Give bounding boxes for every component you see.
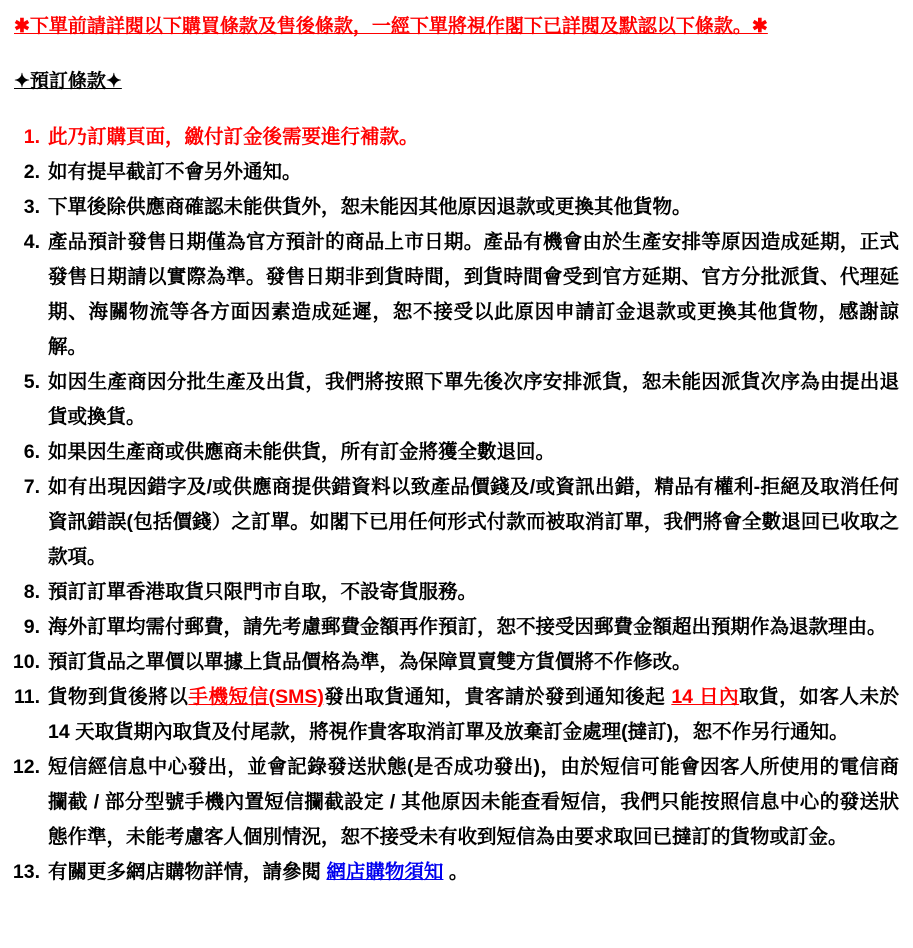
term-number: 10.: [12, 651, 40, 673]
term-text: [48, 155, 899, 190]
term-text: [48, 365, 899, 435]
page-title: ✱下單前請詳閱以下購買條款及售後條款，一經下單將視作閣下已詳閱及默認以下條款。✱: [14, 16, 768, 37]
term-item-4: [12, 225, 899, 365]
term-text: [48, 575, 899, 610]
term-text: [48, 610, 899, 645]
term-item-7: [12, 470, 899, 575]
term-text: [48, 435, 899, 470]
term-text: [48, 645, 899, 680]
section-heading: ✦預訂條款✦: [14, 71, 122, 92]
term-text-segment: 海外訂單均需付郵費，請先考慮郵費金額再作預訂，恕不接受因郵費金額超出預期作為退款理由。: [48, 616, 887, 638]
term-item-6: [12, 435, 899, 470]
term-item-8: [12, 575, 899, 610]
term-item-5: [12, 365, 899, 435]
term-text: [48, 750, 899, 855]
term-text-segment: 貨物到貨後將以: [48, 686, 189, 708]
term-number: 9.: [23, 616, 40, 638]
term-text-segment: 如有提早截訂不會另外通知。: [48, 161, 302, 183]
term-item-12: [12, 750, 899, 855]
term-text-segment: 如果因生產商或供應商未能供貨，所有訂金將獲全數退回。: [48, 441, 556, 463]
term-item-10: [12, 645, 899, 680]
term-text-segment: 此乃訂購頁面，繳付訂金後需要進行補款。: [48, 126, 419, 148]
term-number: 3.: [23, 196, 40, 218]
term-text: [48, 470, 899, 575]
term-text: [48, 190, 899, 225]
term-text: [48, 225, 899, 365]
term-text-segment: 如有出現因錯字及/或供應商提供錯資料以致產品價錢及/或資訊出錯，精品有權利-拒絕及取消任何資訊錯誤(包括價錢）之訂單。如閣下已用任何形式付款而被取消訂單，我們將會全數退回已收取之款項。: [48, 476, 899, 568]
term-text-segment: 發出取貨通知，貴客請於發到通知後起: [323, 686, 672, 708]
term-text: [48, 680, 899, 750]
term-number: 4.: [23, 231, 40, 253]
term-number: 1.: [23, 126, 40, 148]
term-item-13: [12, 855, 899, 890]
term-text-segment: 如因生產商因分批生產及出貨，我們將按照下單先後次序安排派貨，恕未能因派貨次序為由提出退貨或換貨。: [48, 371, 899, 428]
highlighted-text: 手機短信(SMS): [188, 686, 324, 708]
term-number: 7.: [23, 476, 40, 498]
term-number: 12.: [12, 756, 40, 778]
term-number: 8.: [23, 581, 40, 603]
term-item-1: [12, 120, 899, 155]
term-number: 13.: [12, 861, 40, 883]
term-text-segment: 短信經信息中心發出，並會記錄發送狀態(是否成功發出)，由於短信可能會因客人所使用的電信商攔截 / 部分型號手機內置短信攔截設定 / 其他原因未能查看短信，我們只能按照信息中心的發送狀態作準，未能考慮客人個別情況，恕不接受未有收到短信為由要求取回已撻訂的貨物或訂金。: [48, 756, 899, 848]
term-text-segment: 產品預計發售日期僅為官方預計的商品上市日期。產品有機會由於生產安排等原因造成延期，正式發售日期請以實際為準。發售日期非到貨時間，到貨時間會受到官方延期、官方分批派貨、代理延期、海關物流等各方面因素造成延遲，恕不接受以此原因申請訂金退款或更換其他貨物，感謝諒解。: [48, 231, 899, 358]
term-number: 11.: [13, 686, 40, 708]
term-text-segment: 預訂貨品之單價以單據上貨品價格為準，為保障買賣雙方貨價將不作修改。: [48, 651, 692, 673]
term-text-segment: 下單後除供應商確認未能供貨外，恕未能因其他原因退款或更換其他貨物。: [48, 196, 692, 218]
term-item-2: [12, 155, 899, 190]
term-item-11: [12, 680, 899, 750]
term-number: 6.: [23, 441, 40, 463]
term-item-9: [12, 610, 899, 645]
term-text: [48, 120, 899, 155]
term-item-3: [12, 190, 899, 225]
term-text-segment: 取貨，如客人未於 14 天取貨期內取貨及付尾款，將視作貴客取消訂單及放棄訂金處理(撻訂)，恕不作另行通知。: [48, 686, 899, 743]
term-text: [48, 855, 899, 890]
term-number: 5.: [23, 371, 40, 393]
term-text-segment: 有關更多網店購物詳情，請參閱: [48, 861, 327, 883]
highlighted-text: 14 日內: [671, 686, 740, 708]
terms-list: [12, 120, 899, 890]
term-text-segment: 。: [443, 861, 469, 883]
term-text-segment: 預訂訂單香港取貨只限門市自取，不設寄貨服務。: [48, 581, 478, 603]
term-number: 2.: [23, 161, 40, 183]
shop-guide-link[interactable]: 網店購物須知: [326, 861, 444, 883]
